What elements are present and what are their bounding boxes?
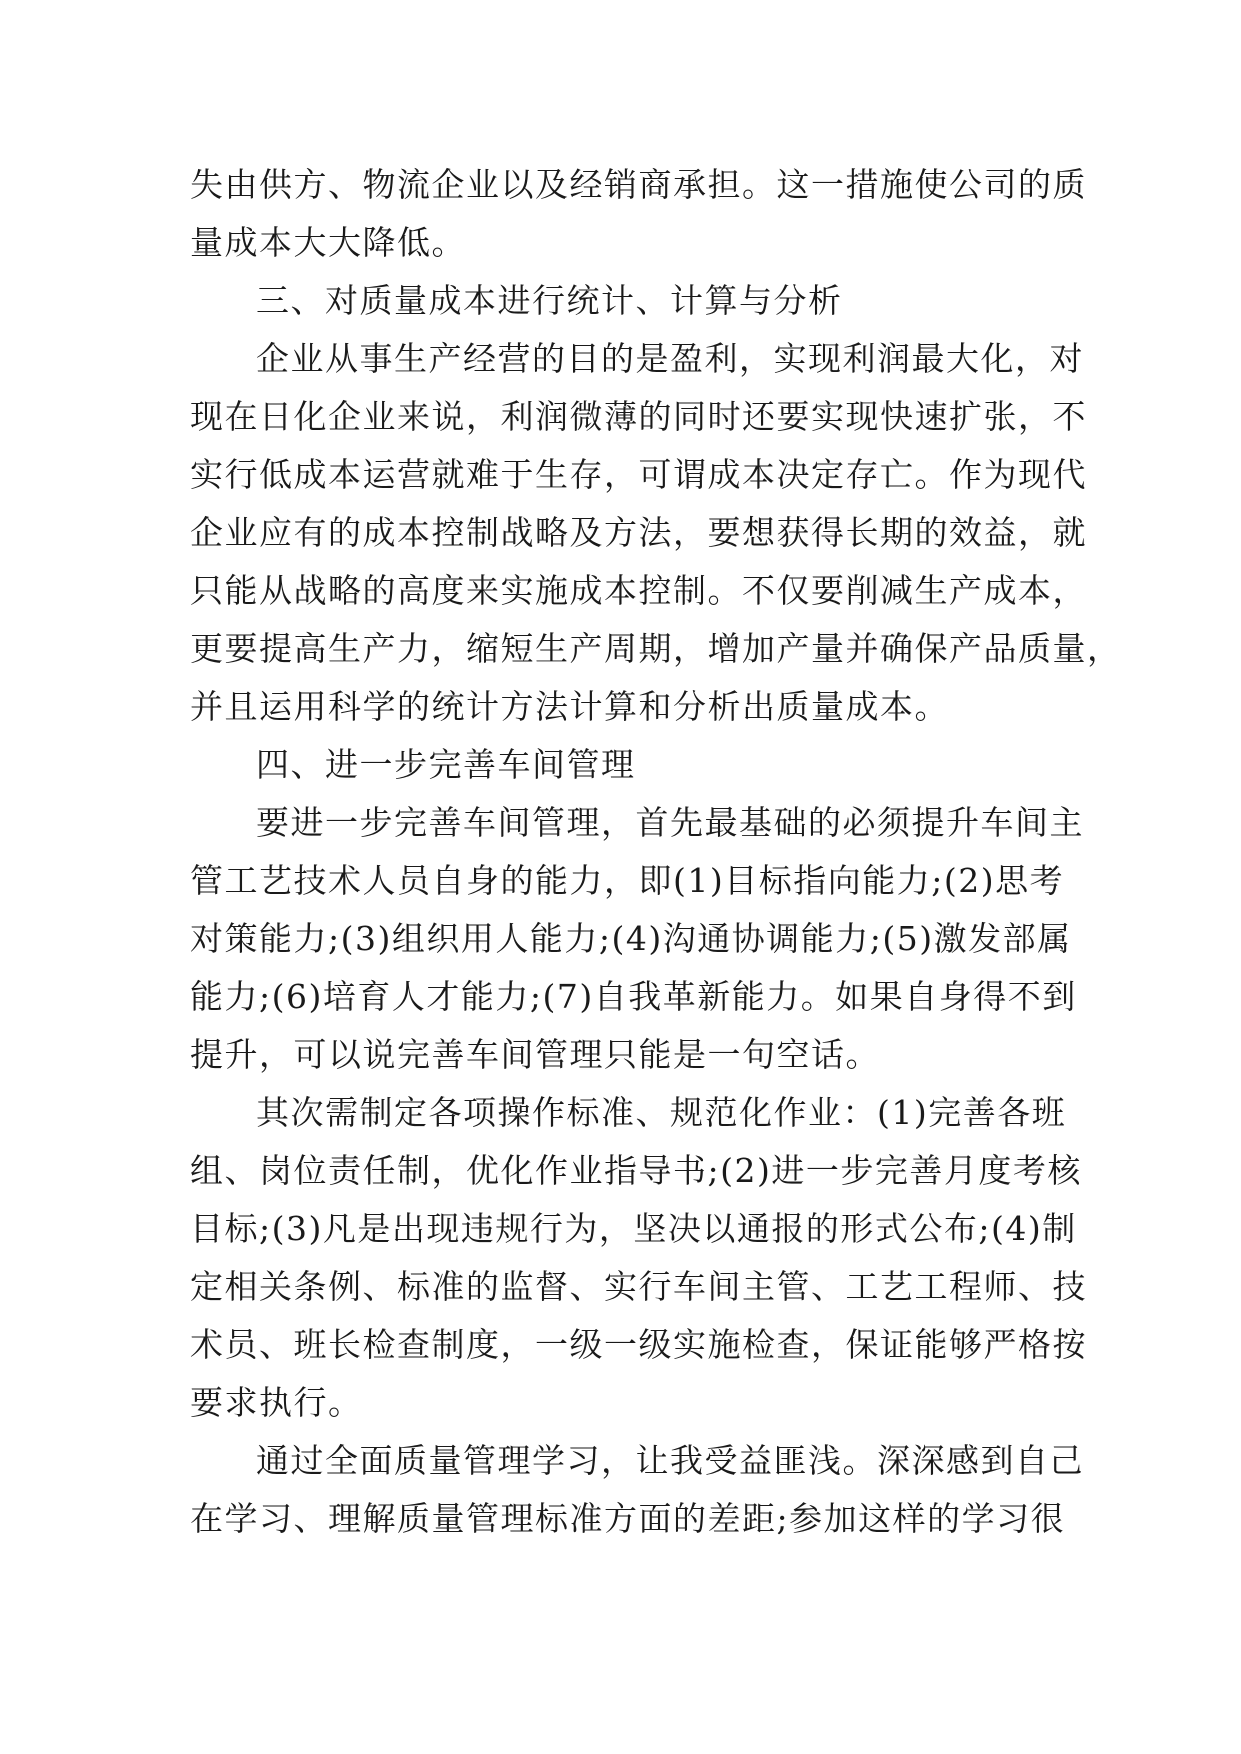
- text-line: 企业应有的成本控制战略及方法，要想获得长期的效益，就: [190, 513, 1087, 552]
- text-line: 实行低成本运营就难于生存，可谓成本决定存亡。作为现代: [190, 455, 1087, 494]
- text-line: 要求执行。: [190, 1383, 363, 1422]
- text-line: 管工艺技术人员自身的能力，即(1)目标指向能力;(2)思考: [190, 861, 1065, 900]
- text-line: 其次需制定各项操作标准、规范化作业：(1)完善各班: [256, 1093, 1067, 1132]
- text-line: 更要提高生产力，缩短生产周期，增加产量并确保产品质量，: [190, 629, 1122, 668]
- text-line: 对策能力;(3)组织用人能力;(4)沟通协调能力;(5)激发部属: [190, 919, 1072, 958]
- text-line: 只能从战略的高度来实施成本控制。不仅要削减生产成本，: [190, 571, 1087, 610]
- text-line: 失由供方、物流企业以及经销商承担。这一措施使公司的质: [190, 165, 1087, 204]
- text-line: 在学习、理解质量管理标准方面的差距;参加这样的学习很: [190, 1499, 1066, 1538]
- document-body: [190, 156, 1122, 1548]
- text-line: 定相关条例、标准的监督、实行车间主管、工艺工程师、技: [190, 1267, 1087, 1306]
- text-line: 并且运用科学的统计方法计算和分析出质量成本。: [190, 687, 949, 726]
- text-line: 企业从事生产经营的目的是盈利，实现利润最大化，对: [256, 339, 1084, 378]
- text-line: 通过全面质量管理学习，让我受益匪浅。深深感到自己: [256, 1441, 1084, 1480]
- text-line: 术员、班长检查制度，一级一级实施检查，保证能够严格按: [190, 1325, 1087, 1364]
- text-line: 现在日化企业来说，利润微薄的同时还要实现快速扩张，不: [190, 397, 1087, 436]
- text-line: 量成本大大降低。: [190, 223, 466, 262]
- text-line: 目标;(3)凡是出现违规行为，坚决以通报的形式公布;(4)制: [190, 1209, 1077, 1248]
- text-line: 要进一步完善车间管理，首先最基础的必须提升车间主: [256, 803, 1084, 842]
- text-line: 组、岗位责任制，优化作业指导书;(2)进一步完善月度考核: [190, 1151, 1082, 1190]
- section-heading-4: 四、进一步完善车间管理: [256, 745, 636, 784]
- section-heading-3: 三、对质量成本进行统计、计算与分析: [256, 281, 843, 320]
- text-line: 提升，可以说完善车间管理只能是一句空话。: [190, 1035, 880, 1074]
- text-line: 能力;(6)培育人才能力;(7)自我革新能力。如果自身得不到: [190, 977, 1077, 1016]
